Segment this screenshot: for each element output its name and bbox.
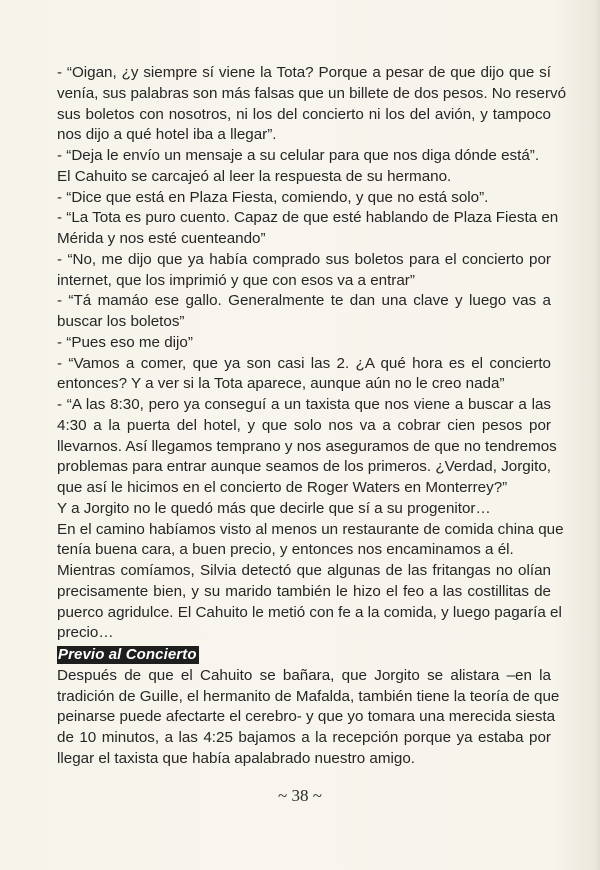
paragraph	[57, 146, 551, 167]
text-line: precio…	[57, 624, 114, 642]
text-line: - “Oigan, ¿y siempre sí viene la Tota? Porque a pesar de que dijo que sí	[57, 64, 551, 81]
paragraph	[57, 354, 551, 396]
text-line: que así le hicimos en el concierto de Roger Waters en Monterrey?”	[57, 479, 508, 496]
text-line: tradición de Guille, el hermanito de Mafalda, también tiene la teoría de que	[57, 687, 560, 705]
paragraph	[57, 63, 567, 146]
text-line: entonces? Y a ver si la Tota aparece, aunque aún no le creo nada”	[57, 375, 505, 393]
text-line: Y a Jorgito no le quedó más que decirle que sí a su progenitor…	[57, 499, 491, 517]
text-line: Mérida y nos esté cuenteando”	[57, 230, 266, 247]
text-line: puerco agridulce. El Cahuito le metió con fe a la comida, y luego pagaría el	[57, 603, 562, 621]
paragraph	[57, 291, 551, 333]
section-heading: Previo al Concierto	[58, 646, 197, 663]
paragraph	[57, 333, 551, 354]
paragraph	[57, 395, 557, 499]
text-line: llevarnos. Así llegamos temprano y nos aseguramos de que no tendremos	[57, 437, 557, 455]
paragraph	[57, 208, 559, 250]
text-line: En el camino habíamos visto al menos un restaurante de comida china que	[57, 520, 564, 538]
text-line: de 10 minutos, a las 4:25 bajamos a la recepción porque ya estaba por	[57, 729, 551, 746]
text-line: - “Deja le envío un mensaje a su celular para que nos diga dónde está”.	[57, 147, 540, 164]
text-line: venía, sus palabras son más falsas que un billete de dos pesos. No reservó	[57, 84, 567, 102]
text-line: internet, que los imprimió y que con esos va a entrar”	[57, 271, 415, 289]
text-line: buscar los boletos”	[57, 313, 185, 330]
text-line: - “La Tota es puro cuento. Capaz de que esté hablando de Plaza Fiesta en	[57, 209, 559, 227]
text-line: nos dijo a qué hotel iba a llegar”.	[57, 126, 277, 144]
text-line: llegar el taxista que había apalabrado nuestro amigo.	[57, 749, 415, 767]
text-line: - “Tá mamáo ese gallo. Generalmente te dan una clave y luego vas a	[57, 292, 551, 310]
text-line: - “Dice que está en Plaza Fiesta, comiendo, y que no está solo”.	[57, 188, 489, 206]
section-heading-row	[57, 644, 551, 666]
text-line: - “No, me dijo que ya había comprado sus boletos para el concierto por	[57, 250, 551, 268]
text-line: 4:30 a la puerta del hotel, y que solo nos va a cobrar cien pesos por	[57, 416, 551, 434]
text-line: Después de que el Cahuito se bañara, que Jorgito se alistara –en la	[57, 666, 551, 684]
body-text	[57, 63, 567, 770]
page-number: ~ 38 ~	[278, 786, 322, 805]
text-line: - “Vamos a comer, que ya son casi las 2. ¿A qué hora es el concierto	[57, 354, 551, 372]
text-line: problemas para entrar aunque seamos de los primeros. ¿Verdad, Jorgito,	[57, 458, 551, 476]
paragraph	[57, 520, 564, 562]
paragraph	[57, 561, 562, 644]
text-line: - “Pues eso me dijo”	[57, 333, 193, 351]
text-line: sus boletos con nosotros, ni los del concierto ni los del avión, y tampoco	[57, 105, 551, 123]
text-line: peinarse puede afectarte el cerebro- y que yo tomara una merecida siesta	[57, 708, 556, 726]
text-line: Mientras comíamos, Silvia detectó que algunas de las fritangas no olían	[57, 562, 551, 579]
paragraph	[57, 188, 551, 209]
paragraph	[57, 250, 551, 292]
paragraph	[57, 167, 551, 188]
paragraphs-before-heading	[57, 63, 567, 644]
paragraphs-after-heading	[57, 666, 560, 770]
text-line: precisamente bien, y su marido también le hizo el feo a las costillitas de	[57, 582, 551, 600]
paragraph	[57, 499, 551, 520]
text-line: tenía buena cara, a buen precio, y entonces nos encaminamos a él.	[57, 541, 514, 559]
paragraph	[57, 666, 560, 770]
text-line: - “A las 8:30, pero ya conseguí a un taxista que nos viene a buscar a las	[57, 396, 551, 413]
text-line: El Cahuito se carcajeó al leer la respuesta de su hermano.	[57, 167, 452, 185]
